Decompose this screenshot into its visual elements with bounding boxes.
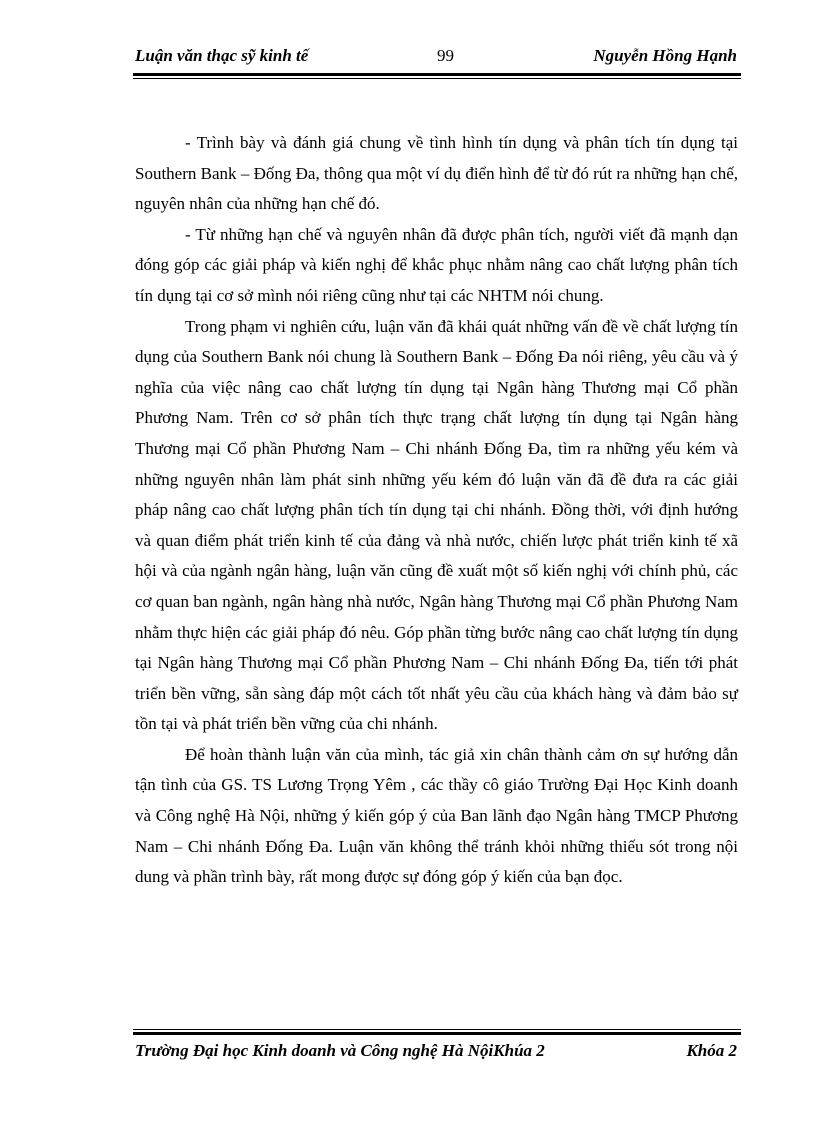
paragraph: - Trình bày và đánh giá chung về tình hình tín dụng và phân tích tín dụng tại Southern Bank – Đống Đa, thông qua một ví dụ điển hình để từ đó rút ra những hạn chế, nguyên nhân của những hạn chế đó. (135, 133, 738, 214)
header-author: Nguyễn Hồng Hạnh (593, 46, 737, 65)
body-text (135, 128, 738, 893)
page-header (133, 46, 741, 72)
footer-institution: Trường Đại học Kinh doanh và Công nghệ Hà NộiKhúa 2 (135, 1041, 545, 1060)
footer-course: Khóa 2 (686, 1041, 737, 1060)
header-thesis-title: Luận văn thạc sỹ kinh tế (135, 46, 309, 65)
paragraph: - Từ những hạn chế và nguyên nhân đã được phân tích, người viết đã mạnh dạn đóng góp các giải pháp và kiến nghị để khắc phục nhằm nâng cao chất lượng phân tích tín dụng tại cơ sở mình nói riêng cũng như tại các NHTM nói chung. (135, 224, 738, 305)
paragraph: Trong phạm vi nghiên cứu, luận văn đã khái quát những vấn đề về chất lượng tín dụng của Southern Bank nói chung là Southern Bank – Đống Đa nói riêng, yêu cầu và ý nghĩa của việc nâng cao chất lượng tín dụng tại Ngân hàng Thương mại Cổ phần Phương Nam. Trên cơ sở phân tích thực trạng chất lượng tín dụng tại Ngân hàng Thương mại Cổ phần Phương Nam – Chi nhánh Đống Đa, tìm ra những yếu kém và những nguyên nhân làm phát sinh những yếu kém đó luận văn đã đề đưa ra các giải pháp nâng cao chất lượng phân tích tín dụng tại chi nhánh. Đồng thời, với định hướng và quan điểm phát triển kinh tế của đảng và nhà nước, chiến lược phát triển kinh tế xã hội và của ngành ngân hàng, luận văn cũng đề xuất một số kiến nghị với chính phủ, các cơ quan ban ngành, ngân hàng nhà nước, Ngân hàng Thương mại Cổ phần Phương Nam nhằm thực hiện các giải pháp đó nêu. Góp phần từng bước nâng cao chất lượng tín dụng tại Ngân hàng Thương mại Cổ phần Phương Nam – Chi nhánh Đống Đa, tiến tới phát triển bền vững, sẵn sàng đáp một cách tốt nhất yêu cầu của khách hàng và đảm bảo sự tồn tại và phát triển bền vững của chi nhánh. (135, 316, 738, 734)
footer-rule-thick (133, 1032, 741, 1035)
header-rule-thick (133, 73, 741, 76)
page-number: 99 (437, 46, 454, 65)
paragraph: Để hoàn thành luận văn của mình, tác giả xin chân thành cảm ơn sự hướng dẫn tận tình của GS. TS Lương Trọng Yêm , các thầy cô giáo Trường Đại Học Kinh doanh và Công nghệ Hà Nội, những ý kiến góp ý của Ban lãnh đạo Ngân hàng TMCP Phương Nam – Chi nhánh Đống Đa. Luận văn không thể tránh khỏi những thiếu sót trong nội dung và phần trình bày, rất mong được sự đóng góp ý kiến của bạn đọc. (135, 744, 738, 887)
header-rule-thin (133, 78, 741, 79)
footer-rule-thin (133, 1029, 741, 1030)
page-footer (133, 1041, 741, 1065)
